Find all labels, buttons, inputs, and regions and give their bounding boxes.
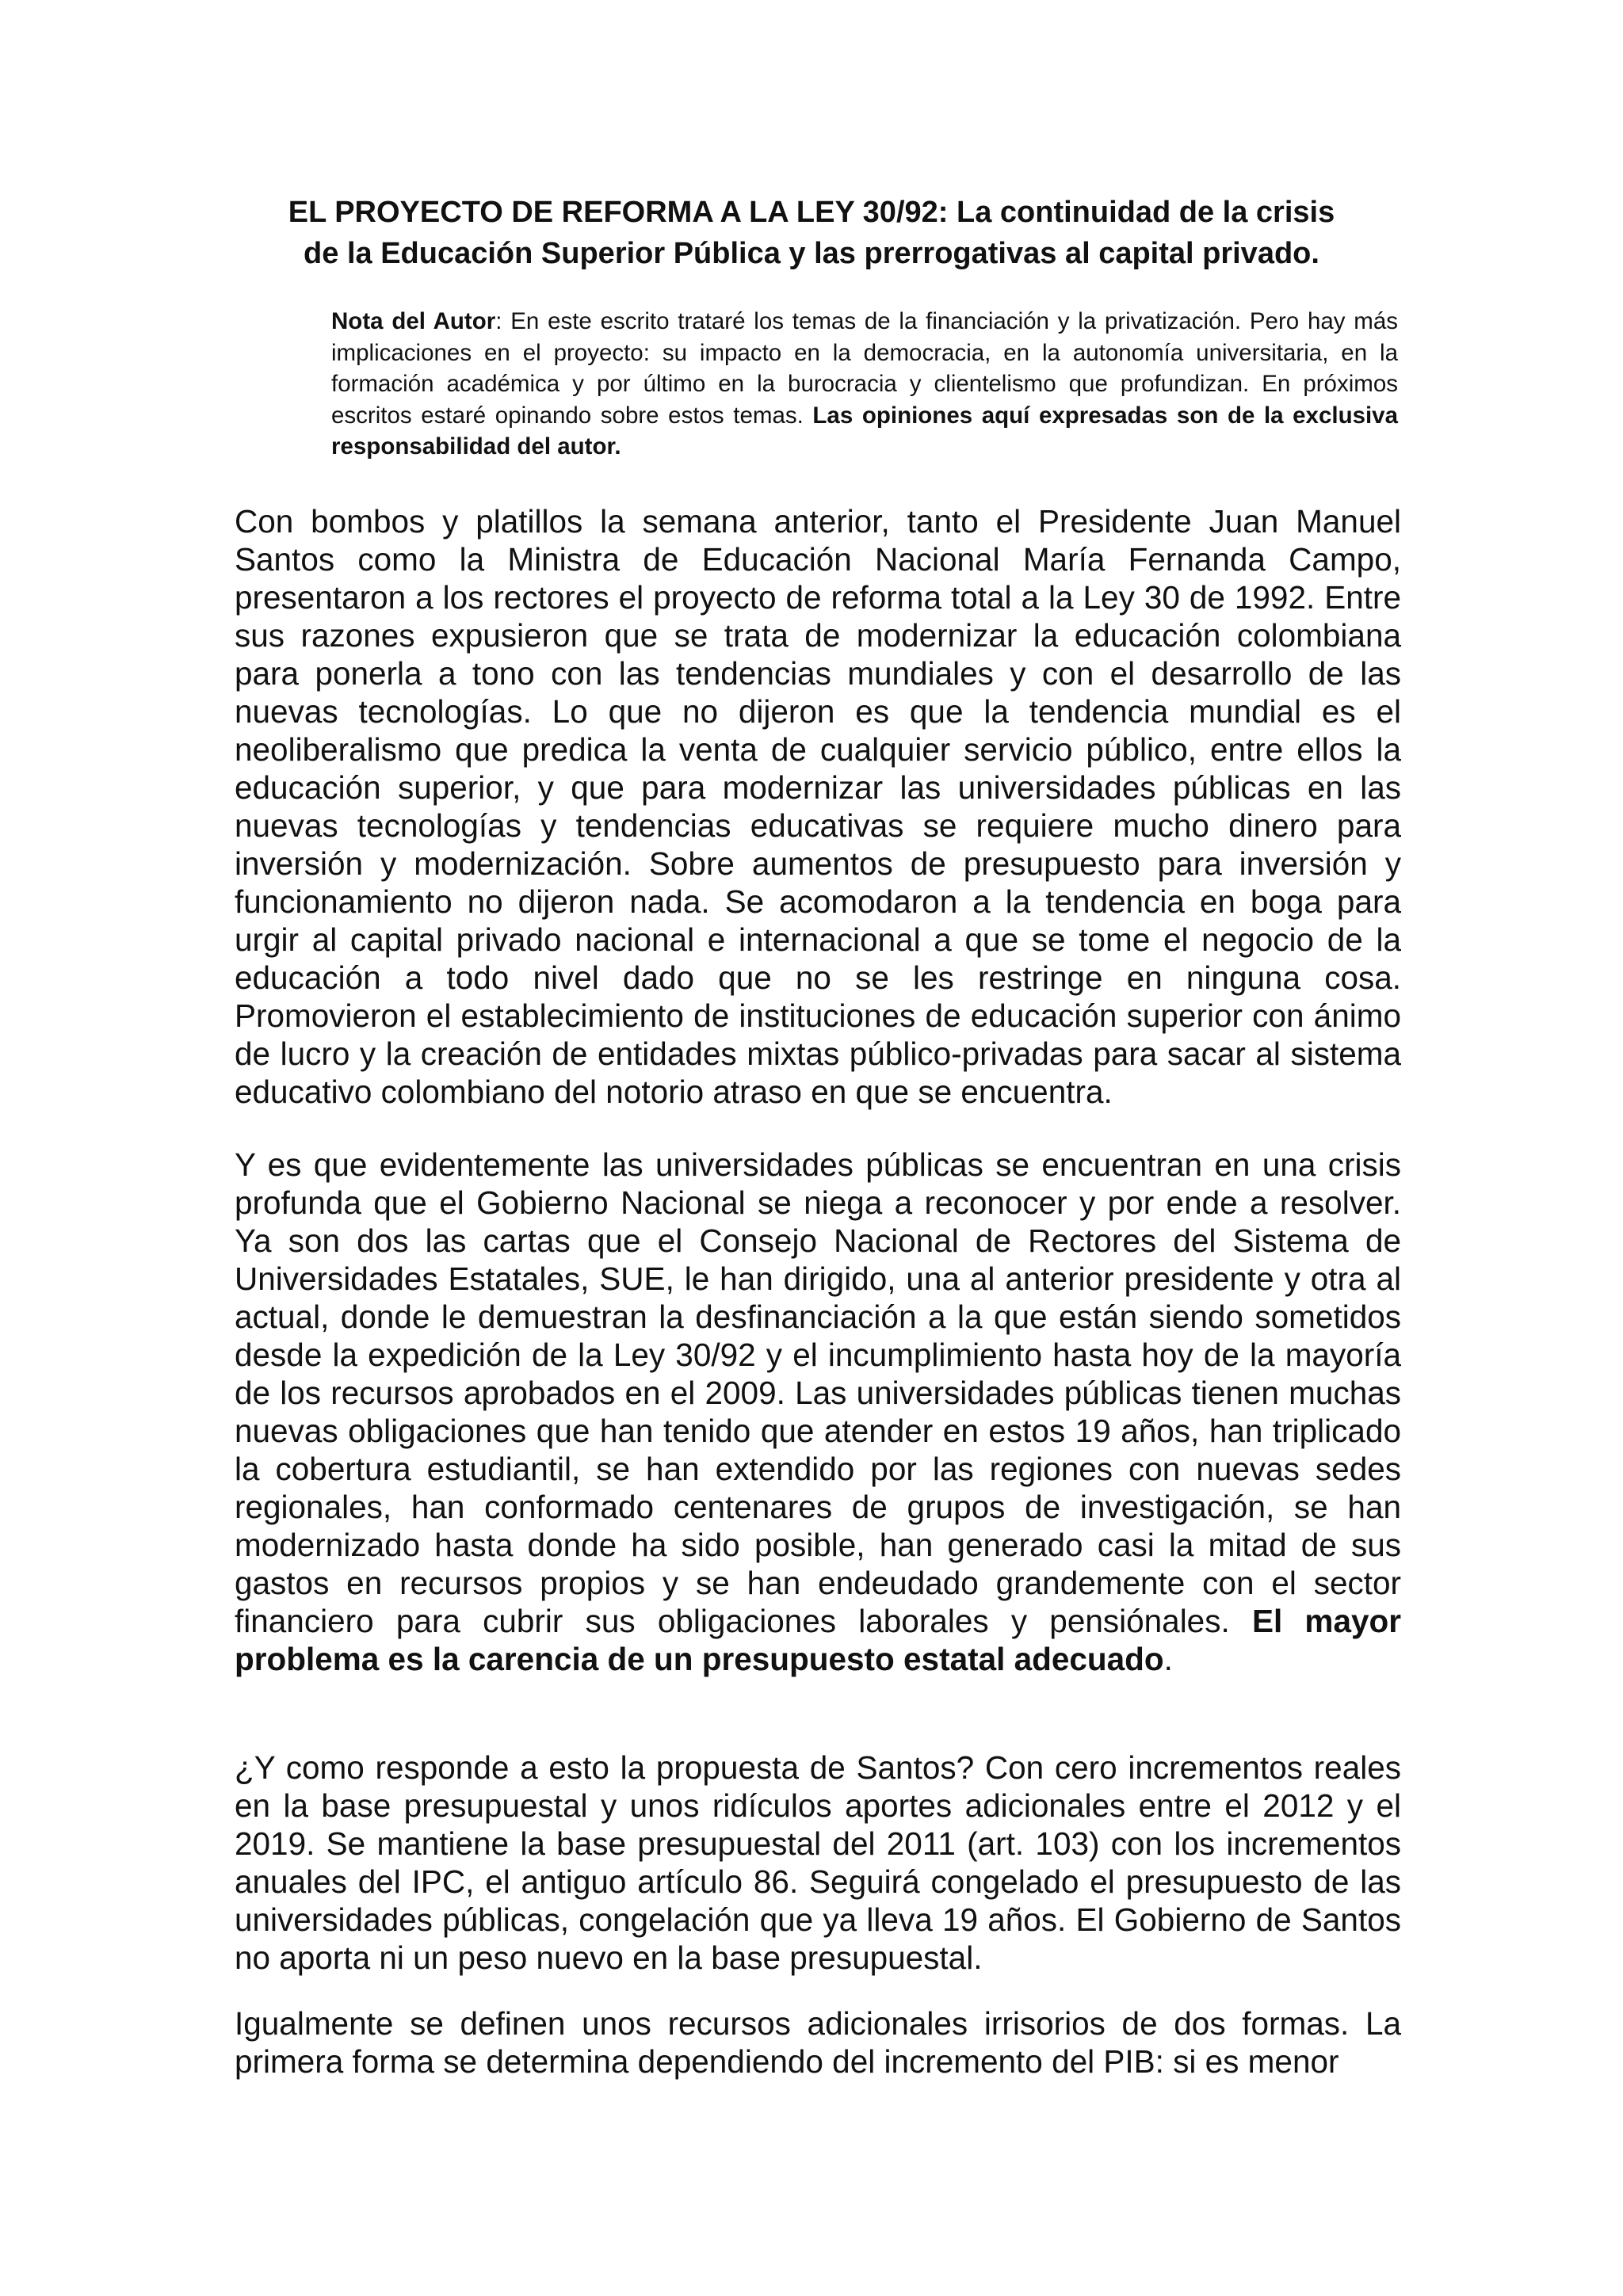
title-line-1: EL PROYECTO DE REFORMA A LA LEY 30/92: La continuidad de la crisis bbox=[288, 196, 1335, 229]
title-line-2: de la Educación Superior Pública y las prerrogativas al capital privado. bbox=[304, 237, 1319, 270]
paragraph-2-text: Y es que evidentemente las universidades públicas se encuentran en una crisis profunda que el Gobierno Nacional se niega a reconocer y por ende a resolver. Ya son dos las cartas que el Consejo Nacional de Rectores del Sistema de Universidades Estatales, SUE, le han dirigido, una al anterior presidente y otra al actual, donde le demuestran la desfinanciación a la que están siendo sometidos desde la expedición de la Ley 30/92 y el incumplimiento hasta hoy de la mayoría de los recursos aprobados en el 2009. Las universidades públicas tienen muchas nuevas obligaciones que han tenido que atender en estos 19 años, han triplicado la cobertura estudiantil, se han extendido por las regiones con nuevas sedes regionales, han conformado centenares de grupos de investigación, se han modernizado hasta donde ha sido posible, han generado casi la mitad de sus gastos en recursos propios y se han endeudado grandemente con el sector financiero para cubrir sus obligaciones laborales y pensiónales. bbox=[235, 1146, 1401, 1639]
paragraph-2 bbox=[235, 1146, 1401, 1678]
author-note-disclaimer: Las opiniones aquí expresadas son de la exclusiva responsabilidad del autor. bbox=[331, 402, 1398, 460]
author-note bbox=[331, 306, 1398, 463]
paragraph-3: ¿Y como responde a esto la propuesta de Santos? Con cero incrementos reales en la base presupuestal y unos ridículos aportes adicionales entre el 2012 y el 2019. Se mantiene la base presupuestal del 2011 (art. 103) con los incrementos anuales del IPC, el antiguo artículo 86. Seguirá congelado el presupuesto de las universidades públicas, congelación que ya lleva 19 años. El Gobierno de Santos no aporta ni un peso nuevo en la base presupuestal. bbox=[235, 1749, 1401, 1976]
document-title bbox=[190, 192, 1433, 274]
paragraph-2-emphasis: El mayor problema es la carencia de un presupuesto estatal adecuado bbox=[235, 1603, 1401, 1677]
paragraph-2-end: . bbox=[1163, 1641, 1173, 1677]
author-note-text: : En este escrito trataré los temas de la financiación y la privatización. Pero hay más implicaciones en el proyecto: su impacto en la democracia, en la autonomía universitaria, en la formación académica y por último en la burocracia y clientelismo que profundizan. En próximos escritos estaré opinando sobre estos temas. bbox=[331, 308, 1399, 429]
author-note-label: Nota del Autor bbox=[331, 308, 496, 334]
paragraph-1: Con bombos y platillos la semana anterior, tanto el Presidente Juan Manuel Santos como la Ministra de Educación Nacional María Fernanda Campo, presentaron a los rectores el proyecto de reforma total a la Ley 30 de 1992. Entre sus razones expusieron que se trata de modernizar la educación colombiana para ponerla a tono con las tendencias mundiales y con el desarrollo de las nuevas tecnologías. Lo que no dijeron es que la tendencia mundial es el neoliberalismo que predica la venta de cualquier servicio público, entre ellos la educación superior, y que para modernizar las universidades públicas en las nuevas tecnologías y tendencias educativas se requiere mucho dinero para inversión y modernización. Sobre aumentos de presupuesto para inversión y funcionamiento no dijeron nada. Se acomodaron a la tendencia en boga para urgir al capital privado nacional e internacional a que se tome el negocio de la educación a todo nivel dado que no se les restringe en ninguna cosa. Promovieron el establecimiento de instituciones de educación superior con ánimo de lucro y la creación de entidades mixtas público-privadas para sacar al sistema educativo colombiano del notorio atraso en que se encuentra. bbox=[235, 503, 1401, 1110]
paragraph-4: Igualmente se definen unos recursos adicionales irrisorios de dos formas. La primera forma se determina dependiendo del incremento del PIB: si es menor bbox=[235, 2005, 1401, 2080]
